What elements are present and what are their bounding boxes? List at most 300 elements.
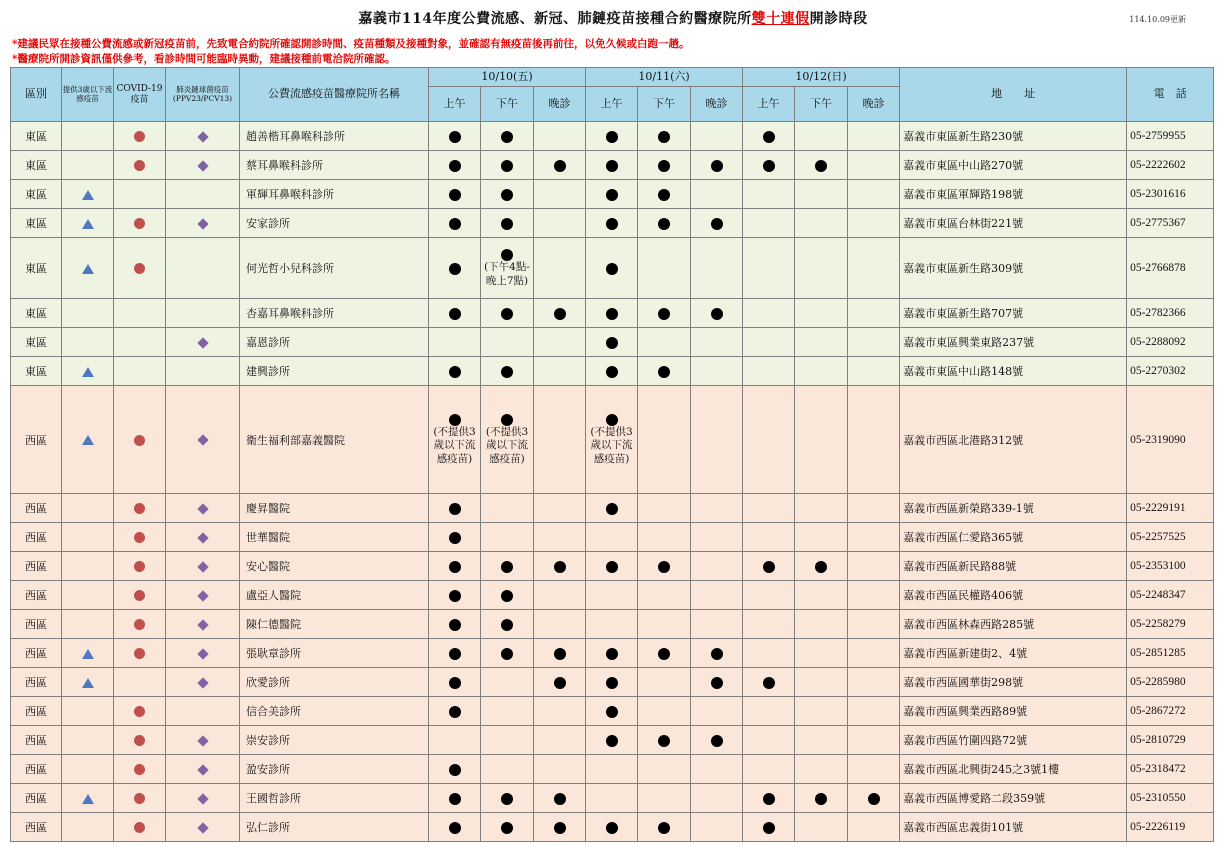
triangle-icon — [82, 264, 94, 274]
header-child-flu: 提供3歲以下流感疫苗 — [62, 68, 114, 122]
pneumo-cell — [166, 299, 240, 328]
session-cell — [691, 581, 743, 610]
district-label: 西區 — [25, 560, 47, 573]
header-session-night: 晚診 — [534, 87, 586, 122]
black-dot-icon — [449, 822, 461, 834]
diamond-icon — [197, 160, 208, 171]
phone-cell — [1127, 784, 1214, 813]
session-cell — [638, 639, 691, 668]
diamond-icon — [197, 131, 208, 142]
district-label: 東區 — [25, 130, 47, 143]
black-dot-icon — [501, 366, 513, 378]
clinic-name-cell — [240, 238, 429, 299]
covid-cell — [114, 151, 166, 180]
black-dot-icon — [606, 218, 618, 230]
black-dot-icon — [449, 590, 461, 602]
session-cell — [848, 328, 900, 357]
address-text: 嘉義市西區林森西路285號 — [903, 618, 1035, 631]
covid-cell — [114, 180, 166, 209]
black-dot-icon — [658, 308, 670, 320]
session-cell — [795, 523, 848, 552]
red-circle-icon — [134, 435, 145, 446]
table-row — [11, 784, 1214, 813]
session-cell — [848, 726, 900, 755]
triangle-icon — [82, 435, 94, 445]
diamond-icon — [197, 590, 208, 601]
covid-cell — [114, 494, 166, 523]
black-dot-icon — [449, 764, 461, 776]
session-cell — [586, 726, 638, 755]
session-cell — [638, 697, 691, 726]
pneumo-cell — [166, 180, 240, 209]
session-cell — [691, 238, 743, 299]
red-circle-icon — [134, 503, 145, 514]
session-cell — [586, 328, 638, 357]
session-cell — [848, 180, 900, 209]
diamond-icon — [197, 532, 208, 543]
black-dot-icon — [606, 414, 618, 426]
clinic-name-cell — [240, 697, 429, 726]
covid-cell — [114, 238, 166, 299]
session-cell — [691, 784, 743, 813]
child-flu-cell — [62, 552, 114, 581]
phone-text: 05-2851285 — [1130, 647, 1186, 659]
session-cell — [534, 238, 586, 299]
diamond-icon — [197, 764, 208, 775]
black-dot-icon — [501, 619, 513, 631]
session-cell — [638, 755, 691, 784]
session-cell — [586, 784, 638, 813]
phone-text: 05-2867272 — [1130, 705, 1186, 717]
session-cell — [848, 299, 900, 328]
clinic-name: 趙善楷耳鼻喉科診所 — [246, 130, 345, 143]
header-clinic: 公費流感疫苗醫療院所名稱 — [240, 68, 429, 122]
pneumo-cell — [166, 238, 240, 299]
session-cell — [481, 639, 534, 668]
district-label: 西區 — [25, 676, 47, 689]
session-cell — [586, 639, 638, 668]
triangle-icon — [82, 367, 94, 377]
phone-cell — [1127, 328, 1214, 357]
black-dot-icon — [449, 414, 461, 426]
covid-cell — [114, 784, 166, 813]
black-dot-icon — [449, 366, 461, 378]
triangle-icon — [82, 678, 94, 688]
district-label: 東區 — [25, 217, 47, 230]
session-cell — [429, 209, 481, 238]
covid-cell — [114, 813, 166, 842]
session-cell — [638, 581, 691, 610]
district-label: 西區 — [25, 763, 47, 776]
address-cell — [900, 697, 1127, 726]
session-cell — [638, 668, 691, 697]
session-cell — [691, 494, 743, 523]
clinic-name: 信合美診所 — [246, 705, 301, 718]
session-cell — [429, 813, 481, 842]
session-cell — [429, 238, 481, 299]
address-text: 嘉義市西區仁愛路365號 — [903, 531, 1024, 544]
pneumo-cell — [166, 581, 240, 610]
address-text: 嘉義市西區忠義街101號 — [903, 821, 1024, 834]
black-dot-icon — [501, 822, 513, 834]
session-cell — [534, 328, 586, 357]
address-cell — [900, 328, 1127, 357]
session-cell — [586, 610, 638, 639]
black-dot-icon — [501, 160, 513, 172]
diamond-icon — [197, 648, 208, 659]
session-cell — [481, 755, 534, 784]
session-cell — [848, 581, 900, 610]
district-cell — [11, 610, 62, 639]
session-cell — [429, 523, 481, 552]
session-cell — [743, 552, 795, 581]
clinic-name-cell — [240, 494, 429, 523]
phone-text: 05-2759955 — [1130, 130, 1186, 142]
black-dot-icon — [763, 677, 775, 689]
header-date-3: 10/12(日) — [743, 68, 900, 87]
clinic-name: 蔡耳鼻喉科診所 — [246, 159, 323, 172]
address-text: 嘉義市東區新生路309號 — [903, 262, 1024, 275]
phone-text: 05-2318472 — [1130, 763, 1186, 775]
clinic-name: 慶昇醫院 — [246, 502, 290, 515]
diamond-icon — [197, 434, 208, 445]
session-cell — [534, 813, 586, 842]
session-cell — [429, 386, 481, 494]
diamond-icon — [197, 793, 208, 804]
district-cell — [11, 581, 62, 610]
session-cell — [586, 180, 638, 209]
table-row — [11, 668, 1214, 697]
pneumo-cell — [166, 122, 240, 151]
black-dot-icon — [554, 308, 566, 320]
header-date-1: 10/10(五) — [429, 68, 586, 87]
covid-cell — [114, 639, 166, 668]
black-dot-icon — [449, 793, 461, 805]
session-cell — [691, 813, 743, 842]
session-cell — [586, 552, 638, 581]
black-dot-icon — [868, 793, 880, 805]
phone-text: 05-2226119 — [1130, 821, 1186, 833]
session-cell — [481, 697, 534, 726]
black-dot-icon — [763, 131, 775, 143]
session-cell — [691, 328, 743, 357]
phone-cell — [1127, 386, 1214, 494]
table-row — [11, 238, 1214, 299]
address-text: 嘉義市東區軍輝路198號 — [903, 188, 1024, 201]
district-label: 東區 — [25, 365, 47, 378]
covid-cell — [114, 357, 166, 386]
session-cell — [795, 813, 848, 842]
phone-text: 05-2257525 — [1130, 531, 1186, 543]
session-cell — [795, 122, 848, 151]
phone-text: 05-2285980 — [1130, 676, 1186, 688]
address-text: 嘉義市西區興業西路89號 — [903, 705, 1028, 718]
district-label: 西區 — [25, 589, 47, 602]
pneumo-cell — [166, 784, 240, 813]
session-cell — [848, 494, 900, 523]
pneumo-cell — [166, 639, 240, 668]
session-cell — [848, 357, 900, 386]
black-dot-icon — [658, 189, 670, 201]
black-dot-icon — [606, 648, 618, 660]
session-cell — [795, 357, 848, 386]
phone-cell — [1127, 299, 1214, 328]
clinic-name: 建興診所 — [246, 365, 290, 378]
child-flu-cell — [62, 523, 114, 552]
phone-text: 05-2766878 — [1130, 262, 1186, 274]
red-circle-icon — [134, 131, 145, 142]
notice-2: *醫療院所開診資訊僅供參考，看診時間可能臨時異動，建議接種前電洽院所確認。 — [12, 53, 396, 65]
header-phone: 電 話 — [1127, 68, 1214, 122]
black-dot-icon — [606, 189, 618, 201]
address-cell — [900, 357, 1127, 386]
phone-text: 05-2288092 — [1130, 336, 1186, 348]
diamond-icon — [197, 503, 208, 514]
black-dot-icon — [606, 366, 618, 378]
table-row — [11, 180, 1214, 209]
clinic-name-cell — [240, 299, 429, 328]
address-text: 嘉義市東區新生路707號 — [903, 307, 1024, 320]
black-dot-icon — [449, 561, 461, 573]
pneumo-cell — [166, 328, 240, 357]
pneumo-cell — [166, 357, 240, 386]
covid-cell — [114, 610, 166, 639]
header-address: 地 址 — [900, 68, 1127, 122]
session-cell — [429, 357, 481, 386]
pneumo-cell — [166, 494, 240, 523]
red-circle-icon — [134, 619, 145, 630]
address-cell — [900, 581, 1127, 610]
session-cell — [743, 180, 795, 209]
page-title — [0, 8, 1226, 28]
black-dot-icon — [658, 648, 670, 660]
black-dot-icon — [501, 414, 513, 426]
session-cell — [638, 328, 691, 357]
session-cell — [795, 755, 848, 784]
phone-text: 05-2810729 — [1130, 734, 1186, 746]
session-cell — [638, 122, 691, 151]
covid-cell — [114, 668, 166, 697]
phone-text: 05-2775367 — [1130, 217, 1186, 229]
black-dot-icon — [658, 822, 670, 834]
district-label: 西區 — [25, 618, 47, 631]
session-cell — [534, 523, 586, 552]
child-flu-cell — [62, 494, 114, 523]
session-cell — [743, 697, 795, 726]
session-cell — [795, 639, 848, 668]
table-row — [11, 697, 1214, 726]
table-row — [11, 328, 1214, 357]
clinic-name-cell — [240, 581, 429, 610]
covid-cell — [114, 726, 166, 755]
clinic-name-cell — [240, 122, 429, 151]
black-dot-icon — [449, 189, 461, 201]
address-cell — [900, 813, 1127, 842]
covid-cell — [114, 209, 166, 238]
red-circle-icon — [134, 590, 145, 601]
session-cell — [743, 238, 795, 299]
child-flu-cell — [62, 357, 114, 386]
district-cell — [11, 726, 62, 755]
session-cell — [481, 581, 534, 610]
phone-text: 05-2258279 — [1130, 618, 1186, 630]
table-row — [11, 299, 1214, 328]
clinic-name: 張耿章診所 — [246, 647, 301, 660]
session-cell — [743, 299, 795, 328]
diamond-icon — [197, 677, 208, 688]
district-label: 東區 — [25, 159, 47, 172]
black-dot-icon — [554, 677, 566, 689]
address-cell — [900, 523, 1127, 552]
district-cell — [11, 209, 62, 238]
black-dot-icon — [554, 561, 566, 573]
district-cell — [11, 151, 62, 180]
session-cell — [743, 151, 795, 180]
header-session-pm: 下午 — [638, 87, 691, 122]
session-cell — [586, 668, 638, 697]
child-flu-cell — [62, 610, 114, 639]
red-circle-icon — [134, 822, 145, 833]
black-dot-icon — [606, 160, 618, 172]
session-cell — [586, 697, 638, 726]
session-note: (不提供3歲以下流感疫苗) — [485, 425, 529, 465]
black-dot-icon — [763, 793, 775, 805]
black-dot-icon — [501, 131, 513, 143]
black-dot-icon — [658, 366, 670, 378]
session-cell — [534, 299, 586, 328]
address-cell — [900, 180, 1127, 209]
address-cell — [900, 610, 1127, 639]
clinic-name: 欣愛診所 — [246, 676, 290, 689]
session-cell — [848, 784, 900, 813]
black-dot-icon — [763, 561, 775, 573]
session-cell — [534, 386, 586, 494]
diamond-icon — [197, 822, 208, 833]
child-flu-cell — [62, 668, 114, 697]
session-note: (下午4點-晚上7點) — [484, 260, 530, 287]
child-flu-cell — [62, 209, 114, 238]
black-dot-icon — [815, 561, 827, 573]
session-cell — [534, 726, 586, 755]
header-session-am: 上午 — [586, 87, 638, 122]
session-cell — [691, 523, 743, 552]
session-cell — [638, 494, 691, 523]
child-flu-cell — [62, 386, 114, 494]
address-text: 嘉義市西區新民路88號 — [903, 560, 1017, 573]
session-cell — [586, 299, 638, 328]
clinic-name-cell — [240, 151, 429, 180]
child-flu-cell — [62, 581, 114, 610]
district-label: 西區 — [25, 821, 47, 834]
session-cell — [848, 552, 900, 581]
session-cell — [481, 209, 534, 238]
session-cell — [481, 784, 534, 813]
session-cell — [429, 755, 481, 784]
address-text: 嘉義市西區新建街2、4號 — [903, 647, 1028, 660]
session-cell — [429, 697, 481, 726]
session-cell — [848, 151, 900, 180]
diamond-icon — [197, 218, 208, 229]
district-cell — [11, 122, 62, 151]
notice-1: *建議民眾在接種公費流感或新冠疫苗前，先致電合約院所確認開診時間、疫苗種類及接種對象，並確認有無疫苗後再前往，以免久候或白跑一趟。 — [12, 38, 690, 50]
child-flu-cell — [62, 299, 114, 328]
session-cell — [691, 755, 743, 784]
pneumo-cell — [166, 610, 240, 639]
address-cell — [900, 122, 1127, 151]
session-cell — [743, 639, 795, 668]
child-flu-cell — [62, 697, 114, 726]
session-cell — [638, 726, 691, 755]
session-cell — [743, 726, 795, 755]
session-cell — [691, 697, 743, 726]
header-session-night: 晚診 — [691, 87, 743, 122]
address-text: 嘉義市西區博愛路二段359號 — [903, 792, 1046, 805]
covid-cell — [114, 581, 166, 610]
session-cell — [848, 122, 900, 151]
table-row — [11, 151, 1214, 180]
black-dot-icon — [501, 189, 513, 201]
district-cell — [11, 552, 62, 581]
title-text: 嘉義市114年度公費流感、新冠、肺鏈疫苗接種合約醫療院所 — [358, 11, 752, 27]
black-dot-icon — [606, 561, 618, 573]
session-cell — [743, 386, 795, 494]
table-body — [11, 122, 1214, 842]
session-cell — [481, 238, 534, 299]
table-row — [11, 755, 1214, 784]
district-label: 西區 — [25, 792, 47, 805]
session-cell — [638, 386, 691, 494]
session-cell — [795, 238, 848, 299]
phone-cell — [1127, 552, 1214, 581]
session-cell — [638, 209, 691, 238]
session-cell — [586, 523, 638, 552]
black-dot-icon — [606, 337, 618, 349]
header-session-pm: 下午 — [481, 87, 534, 122]
session-cell — [586, 209, 638, 238]
session-cell — [691, 357, 743, 386]
phone-text: 05-2248347 — [1130, 589, 1186, 601]
pneumo-cell — [166, 668, 240, 697]
table-row — [11, 581, 1214, 610]
district-cell — [11, 784, 62, 813]
session-cell — [534, 668, 586, 697]
district-cell — [11, 755, 62, 784]
session-cell — [429, 784, 481, 813]
clinic-name: 世華醫院 — [246, 531, 290, 544]
session-cell — [534, 610, 586, 639]
clinic-name: 弘仁診所 — [246, 821, 290, 834]
session-cell — [743, 784, 795, 813]
session-cell — [586, 813, 638, 842]
session-cell — [481, 726, 534, 755]
black-dot-icon — [501, 218, 513, 230]
address-text: 嘉義市西區新榮路339-1號 — [903, 502, 1034, 515]
black-dot-icon — [449, 218, 461, 230]
clinic-name: 崇安診所 — [246, 734, 290, 747]
pneumo-cell — [166, 523, 240, 552]
session-cell — [691, 668, 743, 697]
black-dot-icon — [606, 131, 618, 143]
session-cell — [848, 610, 900, 639]
covid-cell — [114, 299, 166, 328]
black-dot-icon — [606, 263, 618, 275]
black-dot-icon — [606, 822, 618, 834]
session-cell — [638, 552, 691, 581]
phone-cell — [1127, 238, 1214, 299]
clinic-name: 衛生福利部嘉義醫院 — [246, 433, 345, 447]
district-cell — [11, 386, 62, 494]
black-dot-icon — [501, 308, 513, 320]
